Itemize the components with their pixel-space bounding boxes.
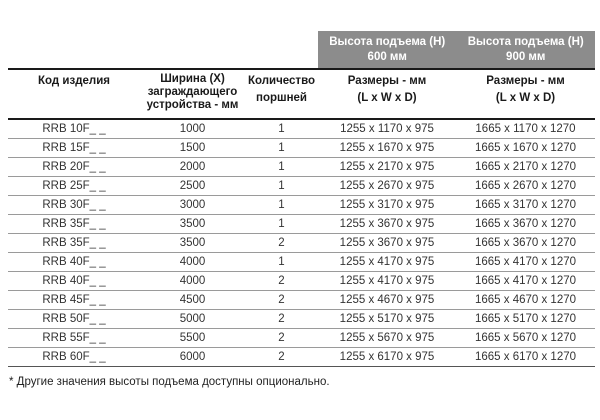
dimensions-600: 1255 x 3670 x 975	[318, 215, 456, 234]
dimensions-600: 1255 x 2670 x 975	[318, 177, 456, 196]
barrier-width: 6000	[140, 348, 245, 367]
dimensions-900: 1665 x 1670 x 1270	[456, 139, 595, 158]
piston-count: 2	[245, 310, 318, 329]
dimensions-900: 1665 x 1170 x 1270	[456, 119, 595, 139]
dimensions-900: 1665 x 4670 x 1270	[456, 291, 595, 310]
product-code: RRB 20F_ _	[8, 158, 140, 177]
dimensions-900: 1665 x 2170 x 1270	[456, 158, 595, 177]
dimensions-600: 1255 x 5170 x 975	[318, 310, 456, 329]
product-code: RRB 60F_ _	[8, 348, 140, 367]
dimensions-600: 1255 x 5670 x 975	[318, 329, 456, 348]
lift-height-600-header	[318, 31, 457, 68]
column-header-code-label: Код изделия	[38, 75, 110, 87]
dimensions-900: 1665 x 2670 x 1270	[456, 177, 595, 196]
barrier-width: 5500	[140, 329, 245, 348]
barrier-width: 2000	[140, 158, 245, 177]
dimensions-900: 1665 x 3670 x 1270	[456, 234, 595, 253]
piston-count: 1	[245, 215, 318, 234]
table-row	[8, 310, 595, 329]
dimensions-600: 1255 x 3670 x 975	[318, 234, 456, 253]
piston-count: 2	[245, 329, 318, 348]
piston-count: 1	[245, 253, 318, 272]
dimensions-600: 1255 x 1170 x 975	[318, 119, 456, 139]
product-code: RRB 55F_ _	[8, 329, 140, 348]
product-code: RRB 30F_ _	[8, 196, 140, 215]
table-row	[8, 215, 595, 234]
piston-count: 2	[245, 348, 318, 367]
barrier-width: 1500	[140, 139, 245, 158]
lift-height-900-header	[457, 31, 596, 68]
product-code: RRB 15F_ _	[8, 139, 140, 158]
column-header-size900	[456, 69, 595, 119]
column-header-size900-label: Размеры - мм	[486, 75, 565, 87]
column-header-size600	[318, 69, 456, 119]
dimensions-900: 1665 x 4170 x 1270	[456, 253, 595, 272]
lift-height-band	[318, 31, 595, 68]
dimensions-600: 1255 x 6170 x 975	[318, 348, 456, 367]
table-row	[8, 272, 595, 291]
table-row	[8, 158, 595, 177]
product-code: RRB 50F_ _	[8, 310, 140, 329]
lift-height-600-title: Высота подъема (H)	[329, 36, 446, 48]
product-code: RRB 25F_ _	[8, 177, 140, 196]
table-row	[8, 196, 595, 215]
column-header-size600-sublabel: (L x W x D)	[357, 92, 417, 104]
product-code: RRB 40F_ _	[8, 253, 140, 272]
dimensions-900: 1665 x 4170 x 1270	[456, 272, 595, 291]
table-row	[8, 291, 595, 310]
lift-height-900-value: 900 мм	[506, 51, 546, 63]
piston-count: 1	[245, 139, 318, 158]
column-header-pistons	[245, 69, 318, 119]
barrier-width: 3000	[140, 196, 245, 215]
piston-count: 1	[245, 196, 318, 215]
product-code: RRB 35F_ _	[8, 234, 140, 253]
dimensions-600: 1255 x 3170 x 975	[318, 196, 456, 215]
table-body	[8, 119, 595, 367]
table-header	[8, 69, 595, 119]
piston-count: 1	[245, 119, 318, 139]
dimensions-600: 1255 x 2170 x 975	[318, 158, 456, 177]
table-row	[8, 253, 595, 272]
column-header-width	[140, 69, 245, 119]
column-header-width-label: Ширина (X) заграждающего устройства - мм	[146, 73, 239, 111]
piston-count: 2	[245, 291, 318, 310]
dimensions-900: 1665 x 5670 x 1270	[456, 329, 595, 348]
product-code: RRB 40F_ _	[8, 272, 140, 291]
dimensions-900: 1665 x 6170 x 1270	[456, 348, 595, 367]
column-header-pistons-label: Количество поршней	[247, 75, 316, 104]
lift-height-900-title: Высота подъема (H)	[467, 36, 584, 48]
dimensions-900: 1665 x 5170 x 1270	[456, 310, 595, 329]
dimensions-600: 1255 x 4670 x 975	[318, 291, 456, 310]
dimensions-900: 1665 x 3670 x 1270	[456, 215, 595, 234]
barrier-width: 3500	[140, 234, 245, 253]
barrier-width: 1000	[140, 119, 245, 139]
barrier-width: 5000	[140, 310, 245, 329]
product-spec-table	[8, 68, 595, 367]
barrier-width: 4500	[140, 291, 245, 310]
dimensions-900: 1665 x 3170 x 1270	[456, 196, 595, 215]
product-code: RRB 35F_ _	[8, 215, 140, 234]
table-row	[8, 348, 595, 367]
dimensions-600: 1255 x 4170 x 975	[318, 272, 456, 291]
dimensions-600: 1255 x 1670 x 975	[318, 139, 456, 158]
footnote: * Другие значения высоты подъема доступны опционально.	[9, 376, 330, 388]
barrier-width: 3500	[140, 215, 245, 234]
column-header-code	[8, 69, 140, 119]
column-header-size900-sublabel: (L x W x D)	[495, 92, 556, 104]
table-row	[8, 119, 595, 139]
piston-count: 1	[245, 158, 318, 177]
product-code: RRB 45F_ _	[8, 291, 140, 310]
product-code: RRB 10F_ _	[8, 119, 140, 139]
table-row	[8, 139, 595, 158]
table-row	[8, 177, 595, 196]
piston-count: 2	[245, 272, 318, 291]
piston-count: 1	[245, 177, 318, 196]
barrier-width: 4000	[140, 272, 245, 291]
barrier-width: 4000	[140, 253, 245, 272]
barrier-width: 2500	[140, 177, 245, 196]
dimensions-600: 1255 x 4170 x 975	[318, 253, 456, 272]
column-header-size600-label: Размеры - мм	[347, 75, 427, 87]
table-row	[8, 329, 595, 348]
piston-count: 2	[245, 234, 318, 253]
table-row	[8, 234, 595, 253]
lift-height-600-value: 600 мм	[367, 51, 407, 63]
